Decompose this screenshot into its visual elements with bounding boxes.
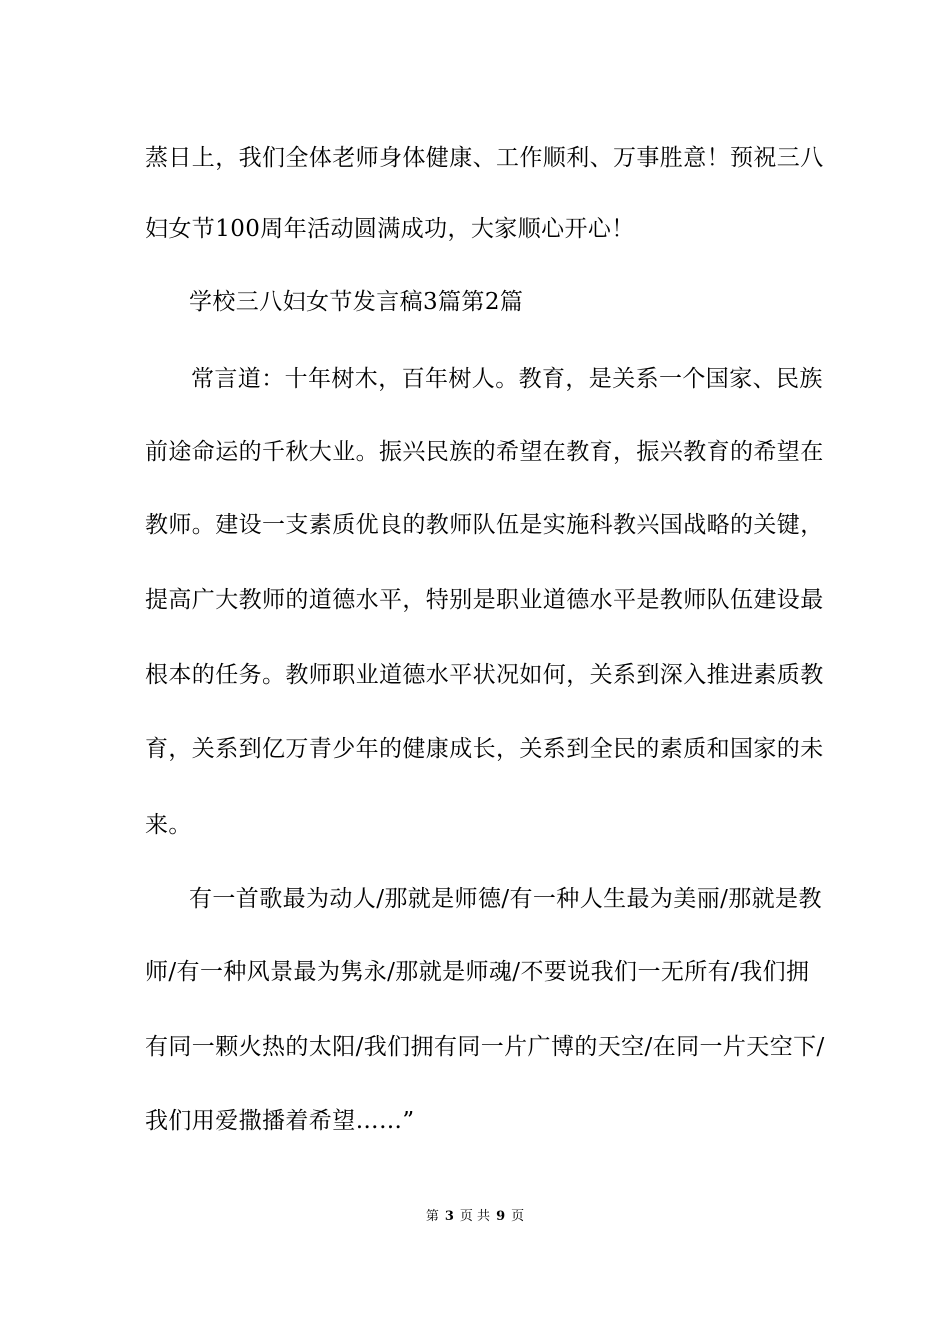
body-text-line: 我们用爱撒播着希望……” (145, 1108, 415, 1134)
body-text-line: 师/有一种风景最为隽永/那就是师魂/不要说我们一无所有/我们拥 (145, 959, 810, 985)
footer-middle: 页 共 (459, 1209, 491, 1224)
body-text-line: 根本的任务。教师职业道德水平状况如何，关系到深入推进素质教 (145, 662, 824, 688)
footer-prefix: 第 (425, 1209, 439, 1224)
section-heading: 学校三八妇女节发言稿3篇第2篇 (189, 289, 524, 315)
footer-total-pages: 9 (496, 1209, 506, 1224)
body-text-line: 妇女节100周年活动圆满成功，大家顺心开心！ (145, 216, 635, 242)
body-text-line: 来。 (145, 812, 192, 838)
body-text-line: 教师。建设一支素质优良的教师队伍是实施科教兴国战略的关键， (145, 512, 824, 538)
body-text-line: 育，关系到亿万青少年的健康成长，关系到全民的素质和国家的未 (145, 736, 824, 762)
body-text-line: 蒸日上，我们全体老师身体健康、工作顺利、万事胜意！预祝三八 (145, 145, 824, 171)
page-footer (0, 1208, 950, 1226)
footer-current-page: 3 (444, 1209, 454, 1224)
body-text-line: 有一首歌最为动人/那就是师德/有一种人生最为美丽/那就是教 (189, 886, 822, 912)
body-text-line: 提高广大教师的道德水平，特别是职业道德水平是教师队伍建设最 (145, 587, 824, 613)
body-text-line: 前途命运的千秋大业。振兴民族的希望在教育，振兴教育的希望在 (145, 439, 824, 465)
footer-suffix: 页 (511, 1209, 525, 1224)
body-text-line: 有同一颗火热的太阳/我们拥有同一片广博的天空/在同一片天空下/ (145, 1034, 825, 1060)
body-text-line: 常言道：十年树木，百年树人。教育，是关系一个国家、民族 (191, 366, 823, 392)
